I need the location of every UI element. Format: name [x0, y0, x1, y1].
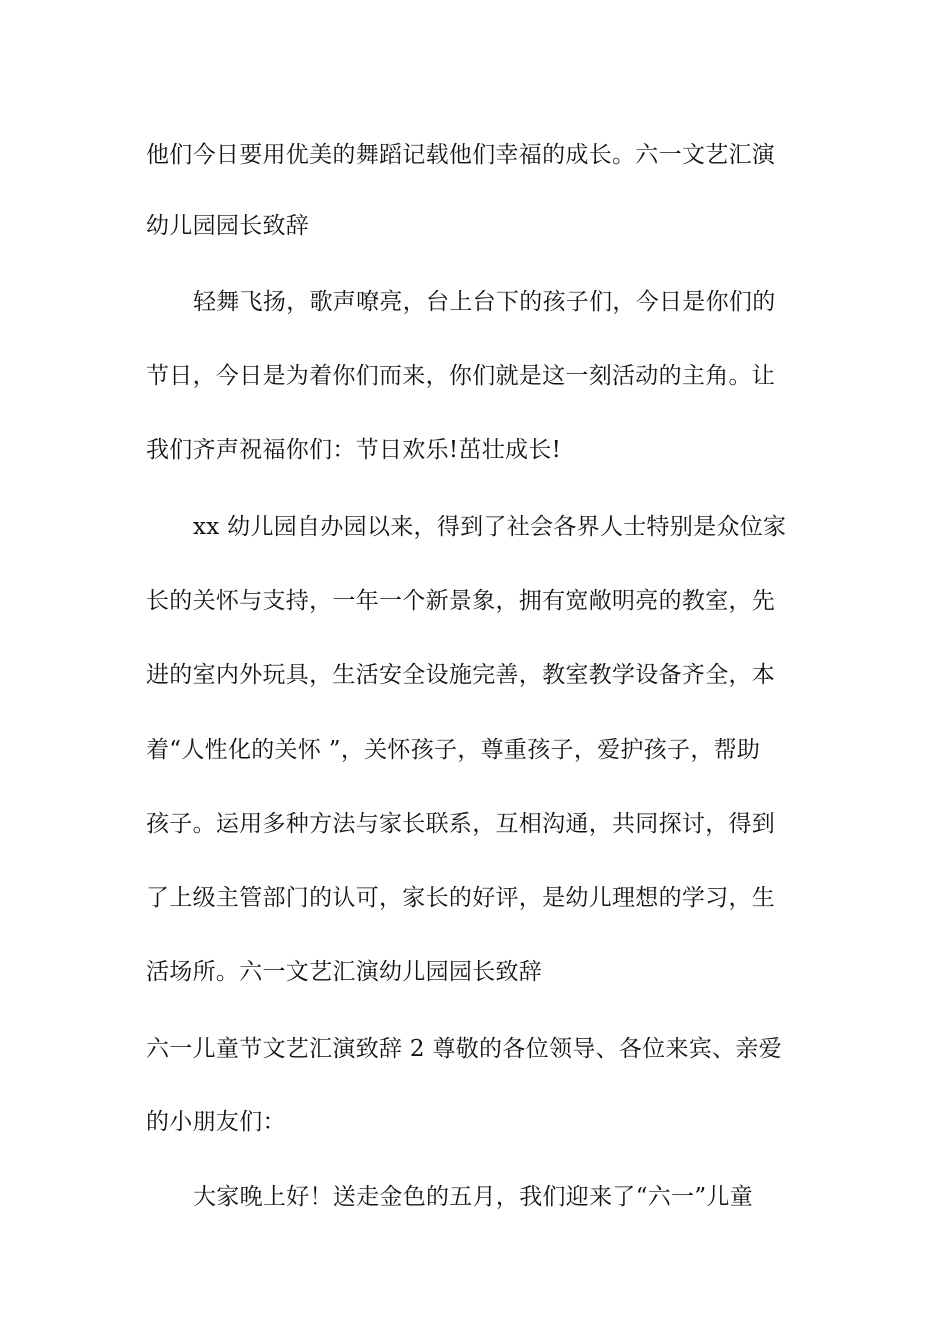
paragraph-start-line: xx 幼儿园自办园以来，得到了社会各界人士特别是众位家 [193, 514, 787, 540]
text-line: 孩子。运用多种方法与家长联系，互相沟通，共同探讨，得到 [146, 811, 776, 837]
text-line: 他们今日要用优美的舞蹈记载他们幸福的成长。六一文艺汇演 [146, 142, 776, 168]
text-line: 了上级主管部门的认可，家长的好评，是幼儿理想的学习，生 [146, 885, 776, 911]
text-line: 着“人性化的关怀 ”，关怀孩子，尊重孩子，爱护孩子，帮助 [146, 737, 761, 763]
text-line: 节日，今日是为着你们而来，你们就是这一刻活动的主角。让 [146, 363, 776, 389]
paragraph-start-line: 大家晚上好！送走金色的五月，我们迎来了“六一”儿童 [193, 1184, 754, 1210]
text-line: 幼儿园园长致辞 [146, 213, 310, 239]
text-line: 的小朋友们： [146, 1109, 286, 1135]
text-line: 六一儿童节文艺汇演致辞 2 尊敬的各位领导、各位来宾、亲爱 [146, 1036, 782, 1062]
paragraph-start-line: 轻舞飞扬，歌声嘹亮，台上台下的孩子们，今日是你们的 [193, 289, 776, 315]
text-line: 进的室内外玩具，生活安全设施完善，教室教学设备齐全，本 [146, 662, 776, 688]
text-line: 长的关怀与支持，一年一个新景象，拥有宽敞明亮的教室，先 [146, 588, 776, 614]
text-line: 我们齐声祝福你们：节日欢乐!茁壮成长! [146, 437, 562, 463]
text-line: 活场所。六一文艺汇演幼儿园园长致辞 [146, 959, 543, 985]
